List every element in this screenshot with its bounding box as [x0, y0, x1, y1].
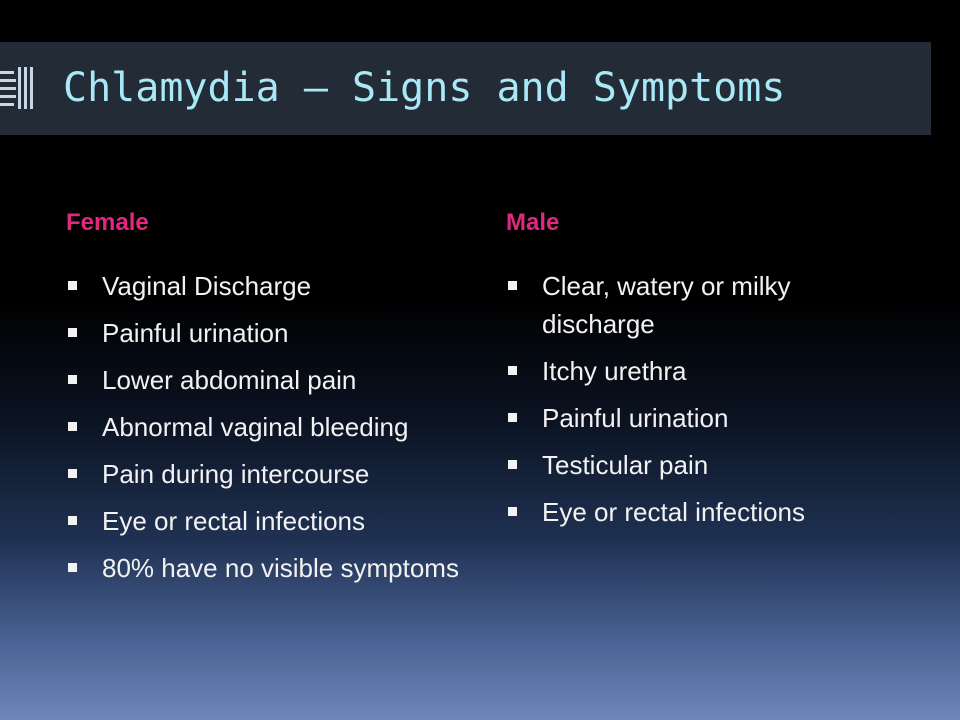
list-item: [66, 361, 476, 399]
bullet-square-icon: [68, 516, 77, 525]
bullet-square-icon: [68, 328, 77, 337]
bullet-text: Testicular pain: [542, 450, 709, 480]
bullet-square-icon: [68, 563, 77, 572]
list-item: [66, 455, 476, 493]
bullet-text: Pain during intercourse: [102, 459, 370, 489]
bullet-text: Painful urination: [542, 403, 729, 433]
bullet-square-icon: [508, 413, 517, 422]
female-column: [66, 205, 476, 583]
male-column: [506, 205, 906, 527]
bullet-square-icon: [508, 507, 517, 516]
bullet-square-icon: [68, 375, 77, 384]
list-item: [66, 549, 476, 587]
bullet-text: Lower abdominal pain: [102, 365, 357, 395]
male-symptom-list: [506, 267, 906, 540]
bullet-text: Painful urination: [102, 318, 289, 348]
list-item: [506, 446, 906, 484]
bullet-text: Eye or rectal infections: [102, 506, 366, 536]
bullet-text: 80% have no visible symptoms: [102, 553, 459, 583]
bullet-text: Clear, watery or milky discharge: [542, 271, 791, 339]
stripes-decoration-icon: [0, 67, 36, 109]
bullet-text: Abnormal vaginal bleeding: [102, 412, 409, 442]
list-item: [66, 502, 476, 540]
bullet-square-icon: [68, 281, 77, 290]
title-bar: [0, 42, 931, 135]
list-item: [66, 408, 476, 446]
female-heading: Female: [66, 209, 149, 236]
list-item: [66, 267, 476, 305]
bullet-square-icon: [68, 422, 77, 431]
bullet-text: Itchy urethra: [542, 356, 687, 386]
bullet-text: Vaginal Discharge: [102, 271, 312, 301]
list-item: [506, 493, 906, 531]
list-item: [506, 399, 906, 437]
bullet-square-icon: [68, 469, 77, 478]
list-item: [66, 314, 476, 352]
female-symptom-list: [66, 267, 476, 596]
list-item: [506, 352, 906, 390]
bullet-square-icon: [508, 281, 517, 290]
list-item: [506, 267, 906, 343]
bullet-square-icon: [508, 366, 517, 375]
bullet-square-icon: [508, 460, 517, 469]
bullet-text: Eye or rectal infections: [542, 497, 806, 527]
slide-title: Chlamydia – Signs and Symptoms: [63, 65, 786, 111]
male-heading: Male: [506, 209, 560, 236]
